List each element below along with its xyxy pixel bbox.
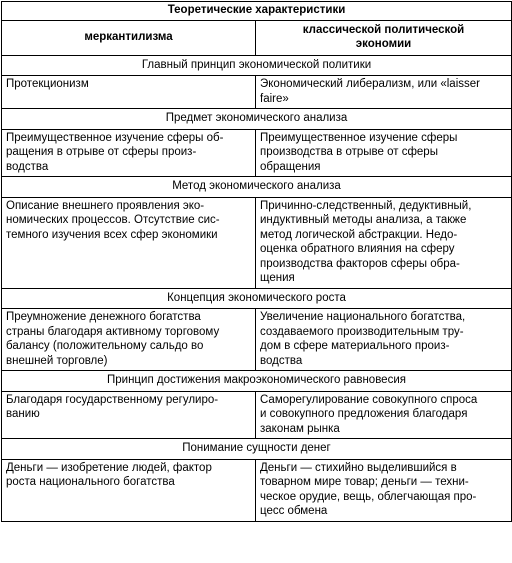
- section-title-subject: Предмет экономического анализа: [2, 109, 512, 130]
- cell-mercantilism-money: Деньги — изобретение людей, фактор роста национального богатства: [2, 459, 256, 521]
- cell-classical-policy: Экономический либерализм, или «laisser faire»: [256, 76, 512, 109]
- section-title-policy: Главный принцип экономической политики: [2, 55, 512, 76]
- cell-mercantilism-equilibrium: Благодаря государственному регулиро- ванию: [2, 391, 256, 439]
- cell-mercantilism-policy: Протекционизм: [2, 76, 256, 109]
- column-header-classical-economy: классической политической экономии: [256, 20, 512, 55]
- section-title-growth: Концепция экономического роста: [2, 288, 512, 309]
- cell-mercantilism-subject: Преимущественное изучение сферы об- ращения в отрыве от сферы произ- водства: [2, 129, 256, 177]
- cell-classical-method: Причинно-следственный, дедуктивный, индуктивный методы анализа, а также метод логической абстракции. Недо- оценка обратного влияния на сферу производства факторов сферы обра- щения: [256, 197, 512, 288]
- section-title-equilibrium: Принцип достижения макроэкономического равновесия: [2, 371, 512, 392]
- section-title-money: Понимание сущности денег: [2, 439, 512, 460]
- cell-mercantilism-method: Описание внешнего проявления эко- номических процессов. Отсутствие сис- темного изучения всех сфер экономики: [2, 197, 256, 288]
- cell-classical-money: Деньги — стихийно выделившийся в товарном мире товар; деньги — техни- ческое орудие, вещь, облегчающая про- цесс обмена: [256, 459, 512, 521]
- column-header-mercantilism: меркантилизма: [2, 20, 256, 55]
- table-title: Теоретические характеристики: [2, 2, 512, 21]
- cell-classical-subject: Преимущественное изучение сферы производства в отрыве от сферы обращения: [256, 129, 512, 177]
- comparison-table: [1, 1, 512, 522]
- cell-classical-equilibrium: Саморегулирование совокупного спроса и совокупного предложения благодаря законам рынка: [256, 391, 512, 439]
- section-title-method: Метод экономического анализа: [2, 177, 512, 198]
- cell-classical-growth: Увеличение национального богатства, создаваемого производительным тру- дом в сфере материального произ- водства: [256, 309, 512, 371]
- cell-mercantilism-growth: Преумножение денежного богатства страны благодаря активному торговому балансу (положительному сальдо во внешней торговле): [2, 309, 256, 371]
